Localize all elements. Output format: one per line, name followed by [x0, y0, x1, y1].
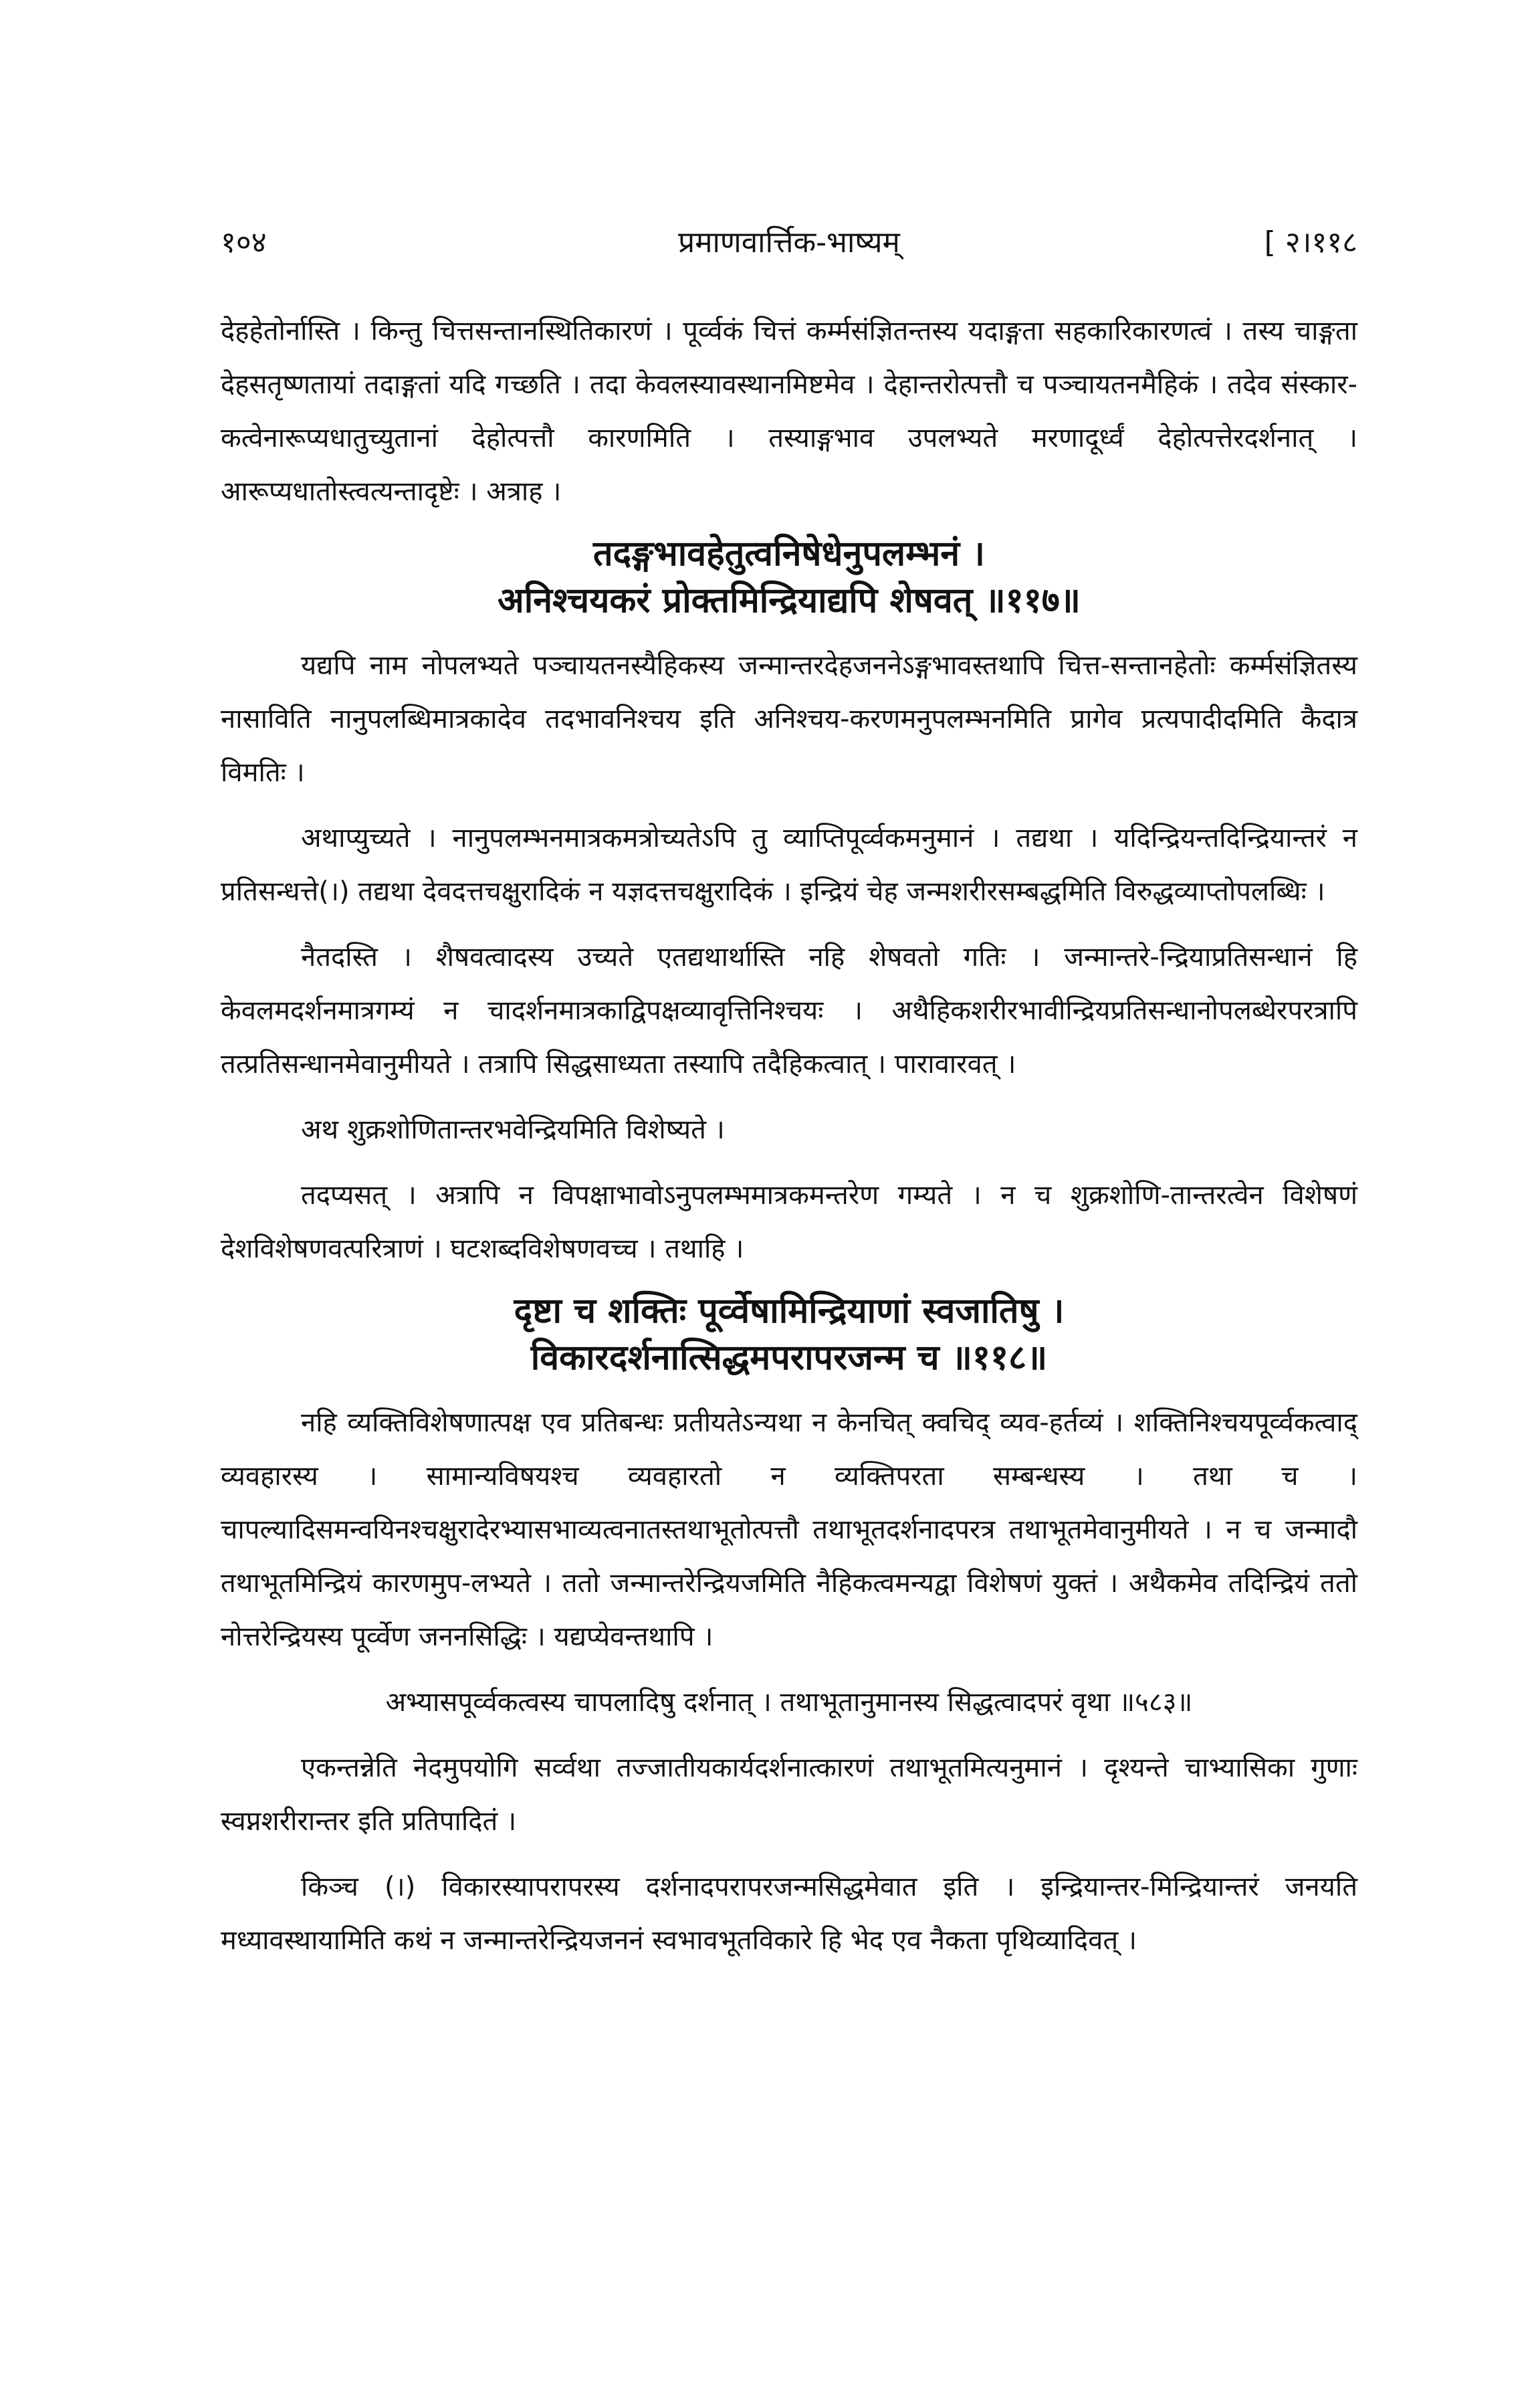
karika-quote: अभ्यासपूर्व्वकत्वस्य चापलादिषु दर्शनात् । तथाभूतानुमानस्य सिद्धत्वादपरं वृथा ॥५८३॥	[385, 1687, 1193, 1718]
paragraph: एकन्तन्नेति नेदमुपयोगि सर्व्वथा तज्जातीयकार्यदर्शनात्कारणं तथाभूतमित्यनुमानं । दृश्यन्ते चाभ्यासिका गुणाः स्वप्नशरीरान्तर इति प्रतिपादितं ।	[221, 1752, 1357, 1837]
page-body	[221, 304, 1357, 1979]
paragraph: अथ शुक्रशोणितान्तरभवेन्द्रियमिति विशेष्यते ।	[301, 1114, 725, 1145]
paragraph: यद्यपि नाम नोपलभ्यते पञ्चायतनस्यैहिकस्य जन्मान्तरदेहजननेऽङ्गभावस्तथापि चित्त-सन्तानहेतोः कर्म्मसंज्ञितस्य नासाविति नानुपलब्धिमात्रकादेव तदभावनिश्चय इति अनिश्चय-करणमनुपलम्भनमिति प्रागेव प्रत्यपादीदमिति कैदात्र विमतिः ।	[221, 650, 1357, 788]
verse-118	[221, 1288, 1357, 1381]
paragraph: नहि व्यक्तिविशेषणात्पक्ष एव प्रतिबन्धः प्रतीयतेऽन्यथा न केनचित् क्वचिद् व्यव-हर्तव्यं । शक्तिनिश्चयपूर्व्वकत्वाद् व्यवहारस्य । सामान्यविषयश्च व्यवहारतो न व्यक्तिपरता सम्बन्धस्य । तथा च । चापल्यादिसमन्वयिनश्चक्षुरादेरभ्यासभाव्यत्वनातस्तथाभूतोत्पत्तौ तथाभूतदर्शनादपरत्र तथाभूतमेवानुमीयते । न च जन्मादौ तथाभूतमिन्द्रियं कारणमुप-लभ्यते । ततो जन्मान्तरेन्द्रियजमिति नैहिकत्वमन्यद्वा विशेषणं युक्तं । अथैकमेव तदिन्द्रियं ततो नोत्तरेन्द्रियस्य पूर्व्वेण जननसिद्धिः । यद्यप्येवन्तथापि ।	[221, 1407, 1357, 1652]
verse-line: अनिश्चयकरं प्रोक्तमिन्द्रियाद्यपि शेषवत् ॥११७॥	[498, 581, 1081, 621]
running-title: प्रमाणवार्त्तिक-भाष्यम्	[678, 225, 900, 260]
paragraph: देहहेतोर्नास्ति । किन्तु चित्तसन्तानस्थितिकारणं । पूर्व्वकं चित्तं कर्म्मसंज्ञितन्तस्य यदाङ्गता सहकारिकारणत्वं । तस्य चाङ्गता देहसतृष्णतायां तदाङ्गतां यदि गच्छति । तदा केवलस्यावस्थानमिष्टमेव । देहान्तरोत्पत्तौ च पञ्चायतनमैहिकं । तदेव संस्कार-कत्वेनारूप्यधातुच्युतानां देहोत्पत्तौ कारणमिति । तस्याङ्गभाव उपलभ्यते मरणादूर्ध्वं देहोत्पत्तेरदर्शनात् । आरूप्यधातोस्त्वत्यन्तादृष्टेः । अत्राह ।	[221, 316, 1357, 507]
page-header	[221, 221, 1357, 281]
paragraph: नैतदस्ति । शैषवत्वादस्य उच्यते एतद्यथार्थास्ति नहि शेषवतो गतिः । जन्मान्तरे-न्द्रियाप्रतिसन्धानं हि केवलमदर्शनमात्रगम्यं न चादर्शनमात्रकाद्विपक्षव्यावृत्तिनिश्चयः । अथैहिकशरीरभावीन्द्रियप्रतिसन्धानोपलब्धेरपरत्रापि तत्प्रतिसन्धानमेवानुमीयते । तत्रापि सिद्धसाध्यता तस्यापि तदैहिकत्वात् । पारावारवत् ।	[221, 942, 1357, 1080]
verse-reference: [ २।११८	[1264, 225, 1357, 260]
verse-117	[221, 530, 1357, 624]
verse-line: तदङ्गभावहेतुत्वनिषेधेनुपलम्भनं ।	[593, 534, 985, 574]
page-number: १०४	[221, 225, 267, 260]
paragraph: किञ्च (।) विकारस्यापरापरस्य दर्शनादपरापरजन्मसिद्धमेवात इति । इन्द्रियान्तर-मिन्द्रियान्तरं जनयति मध्यावस्थायामिति कथं न जन्मान्तरेन्द्रियजननं स्वभावभूतविकारे हि भेद एव नैकता पृथिव्यादिवत् ।	[221, 1872, 1357, 1956]
verse-line: दृष्टा च शक्तिः पूर्व्वेषामिन्द्रियाणां स्वजातिषु ।	[514, 1291, 1065, 1331]
verse-line: विकारदर्शनात्सिद्धमपरापरजन्म च ॥११८॥	[530, 1338, 1048, 1378]
paragraph: तदप्यसत् । अत्रापि न विपक्षाभावोऽनुपलम्भमात्रकमन्तरेण गम्यते । न च शुक्रशोणि-तान्तरत्वेन विशेषणं देशविशेषणवत्परित्राणं । घटशब्दविशेषणवच्च । तथाहि ।	[221, 1180, 1357, 1264]
paragraph: अथाप्युच्यते । नानुपलम्भनमात्रकमत्रोच्यतेऽपि तु व्याप्तिपूर्व्वकमनुमानं । तद्यथा । यदिन्द्रियन्तदिन्द्रियान्तरं न प्रतिसन्धत्ते(।) तद्यथा देवदत्तचक्षुरादिकं न यज्ञदत्तचक्षुरादिकं । इन्द्रियं चेह जन्मशरीरसम्बद्धमिति विरुद्धव्याप्तोपलब्धिः ।	[221, 823, 1357, 907]
